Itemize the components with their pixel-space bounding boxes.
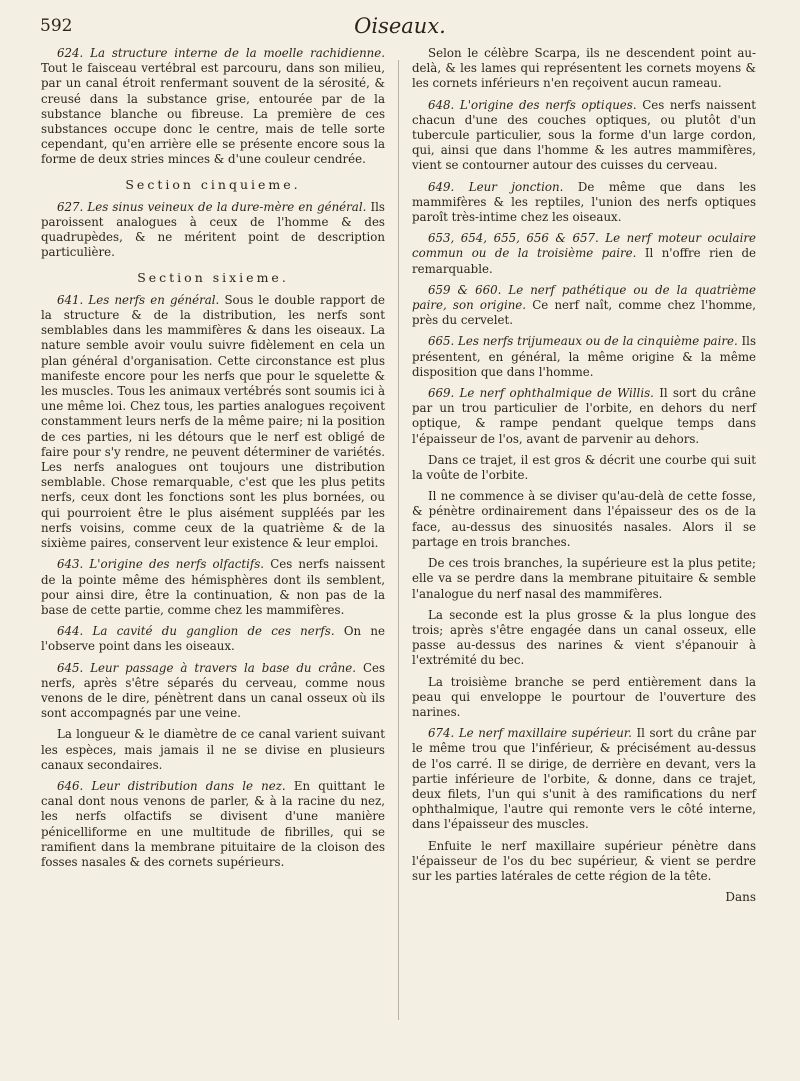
paragraph-649: [412, 180, 756, 226]
page-number: 592: [40, 16, 73, 36]
paragraph-669: [412, 386, 756, 447]
heading-643: 643. L'origine des nerfs olfactifs.: [57, 557, 265, 572]
heading-649: 649. Leur jonction.: [428, 179, 564, 194]
paragraph-645: [41, 661, 385, 722]
text-649: De même que dans les mammifères & les reptiles, l'union des nerfs optiques paroît très-intime chez les oiseaux.: [412, 179, 757, 225]
catchword: Dans: [725, 890, 756, 905]
paragraph-669-e: La seconde est la plus grosse & la plus longue des trois; après s'être engagée dans un canal osseux, elle passe au-dessus des narines & vient s'épanouir à l'extrémité du bec.: [412, 607, 756, 668]
paragraph-674-b: Enfuite le nerf maxillaire supérieur pénètre dans l'épaisseur de l'os du bec supérieur, & vient se perdre sur les parties latérales de cette région de la tête.: [412, 838, 756, 883]
text-624: Tout le faisceau vertébral est parcouru, dans son milieu, par un canal étroit renfermant souvent de la sérosité, & creusé dans la substance grise, entourée par de la substance blanche ou fibreuse. La première de ces substances occupe donc le centre, mais de telle sorte cependant, qu'en arrière elle se présente encore sous la forme de deux stries minces & d'une couleur cendrée.: [41, 61, 385, 167]
paragraph-641: [41, 293, 385, 551]
text-648: Ces nerfs naissent chacun d'une des couches optiques, ou plutôt d'un tubercule particulier, sous la forme d'un large cordon, qui, ainsi que dans l'homme & les autres mammifères, vient se contourner autour des cuisses du cerveau.: [412, 97, 756, 173]
section-heading-5: Section cinquieme.: [125, 176, 301, 192]
paragraph-627: [41, 200, 385, 261]
column-divider: [398, 60, 399, 1020]
paragraph-645-cont: La longueur & le diamètre de ce canal varient suivant les espèces, mais jamais il ne se divise en plusieurs canaux secondaires.: [41, 727, 385, 772]
section-heading-6: Section sixieme.: [137, 269, 289, 285]
heading-665: 665. Les nerfs trijumeaux ou de la cinquième paire.: [428, 334, 738, 349]
text-627: Ils paroissent analogues à ceux de l'homme & des quadrupèdes, & ne méritent point de description particulière.: [41, 199, 385, 260]
paragraph-647: Selon le célèbre Scarpa, ils ne descendent point au-delà, & les lames qui représentent les cornets moyens & les cornets inférieurs n'en reçoivent aucun rameau.: [412, 46, 756, 91]
heading-659: 659 & 660. Le nerf pathétique ou de la quatrième paire, son origine.: [412, 282, 756, 313]
heading-669: 669. Le nerf ophthalmique de Willis.: [428, 386, 654, 401]
paragraph-665: [412, 334, 756, 380]
heading-645: 645. Leur passage à travers la base du crâne.: [57, 660, 357, 675]
text-646: En quittant le canal dont nous venons de parler, & à la racine du nez, les nerfs olfactifs se divisent d'une manière pénicelliforme en une multitude de fibrilles, qui se ramifient dans la membrane pituitaire de la cloison des fosses nasales & des cornets supérieurs.: [41, 778, 385, 869]
page-header: [40, 14, 760, 44]
heading-653: 653, 654, 655, 656 & 657. Le nerf moteur oculaire commun ou de la troisième paire.: [412, 231, 756, 261]
text-645: Ces nerfs, après s'être séparés du cerveau, comme nous venons de le dire, pénètrent dans un canal osseux où ils sont accompagnés par une veine.: [41, 660, 386, 721]
text-653: Il n'offre rien de remarquable.: [412, 246, 757, 276]
paragraph-648: [412, 98, 756, 174]
text-669: Il sort du crâne par un trou particulier de l'orbite, en dehors du nerf optique, & rampe pendant quelque temps dans l'épaisseur de l'os, avant de parvenir au dehors.: [412, 386, 757, 446]
paragraph-653: [412, 231, 756, 277]
paragraph-669-b: Dans ce trajet, il est gros & décrit une courbe qui suit la voûte de l'orbite.: [412, 452, 756, 483]
text-659: Ce nerf naît, comme chez l'homme, près du cervelet.: [412, 298, 756, 328]
text-665: Ils présentent, en général, la même origine & la même disposition que dans l'homme.: [412, 334, 757, 379]
paragraph-674: [412, 726, 756, 832]
paragraph-669-d: De ces trois branches, la supérieure est la plus petite; elle va se perdre dans la membrane pituitaire & semble l'analogue du nerf nasal des mammifères.: [412, 556, 756, 601]
text-644: On ne l'observe point dans les oiseaux.: [41, 624, 385, 654]
left-column: [41, 46, 385, 876]
heading-627: 627. Les sinus veineux de la dure-mère en général.: [57, 199, 367, 214]
paragraph-669-f: La troisième branche se perd entièrement dans la peau qui enveloppe le pourtour de l'ouverture des narines.: [412, 674, 756, 719]
right-column: [412, 46, 756, 911]
text-641: Sous le double rapport de la structure & de la distribution, les nerfs sont semblables dans les mammifères & dans les oiseaux. La nature semble avoir voulu suivre fidèlement en cela un plan général d'organisation. Cette circonstance est plus manifeste encore pour les nerfs que pour le squelette & les muscles. Tous les animaux vertébrés sont soumis ici à une même loi. Chez tous, les parties analogues reçoivent constamment leurs nerfs de la même paire; ni la position de ces parties, ni les détours que le nerf est obligé de faire pour s'y rendre, ne peuvent déterminer de variétés. Les nerfs analogues ont toujours une distribution semblable. Chose remarquable, c'est que les plus petits nerfs, ceux dont les fonctions sont les plus bornées, ou qui pourroient être le plus aisément suppléés par les nerfs voisins, comme ceux de la quatrième & de la sixième paires, conservent leur existence & leur emploi.: [41, 292, 385, 551]
heading-646: 646. Leur distribution dans le nez.: [57, 778, 286, 793]
text-674: Il sort du crâne par le même trou que l'inférieur, & précisément au-dessus de l'os carré. Il se dirige, de derrière en devant, vers la partie inférieure de l'orbite, & donne, dans ce trajet, deux filets, l'un qui s'unit à des ramifications du nerf ophthalmique, l'autre qui remonte vers le côté interne, dans l'épaisseur des muscles.: [412, 726, 757, 832]
paragraph-643: [41, 557, 385, 618]
heading-641: 641. Les nerfs en général.: [57, 292, 220, 307]
heading-674: 674. Le nerf maxillaire supérieur.: [428, 726, 632, 741]
heading-644: 644. La cavité du ganglion de ces nerfs.: [57, 624, 335, 639]
paragraph-659: [412, 283, 756, 329]
heading-648: 648. L'origine des nerfs optiques.: [428, 97, 637, 112]
paragraph-644: [41, 624, 385, 654]
paragraph-646: [41, 779, 385, 870]
text-643: Ces nerfs naissent de la pointe même des hémisphères dont ils semblent, pour ainsi dire, être la continuation, & non pas de la base de cette partie, comme chez les mammifères.: [41, 557, 385, 617]
running-title: Oiseaux.: [354, 14, 446, 38]
paragraph-624: [41, 46, 385, 168]
heading-624: 624. La structure interne de la moelle rachidienne.: [57, 46, 385, 60]
paragraph-669-c: Il ne commence à se diviser qu'au-delà de cette fosse, & pénètre ordinairement dans l'épaisseur des os de la face, au-dessus des sinuosités nasales. Alors il se partage en trois branches.: [412, 489, 756, 549]
